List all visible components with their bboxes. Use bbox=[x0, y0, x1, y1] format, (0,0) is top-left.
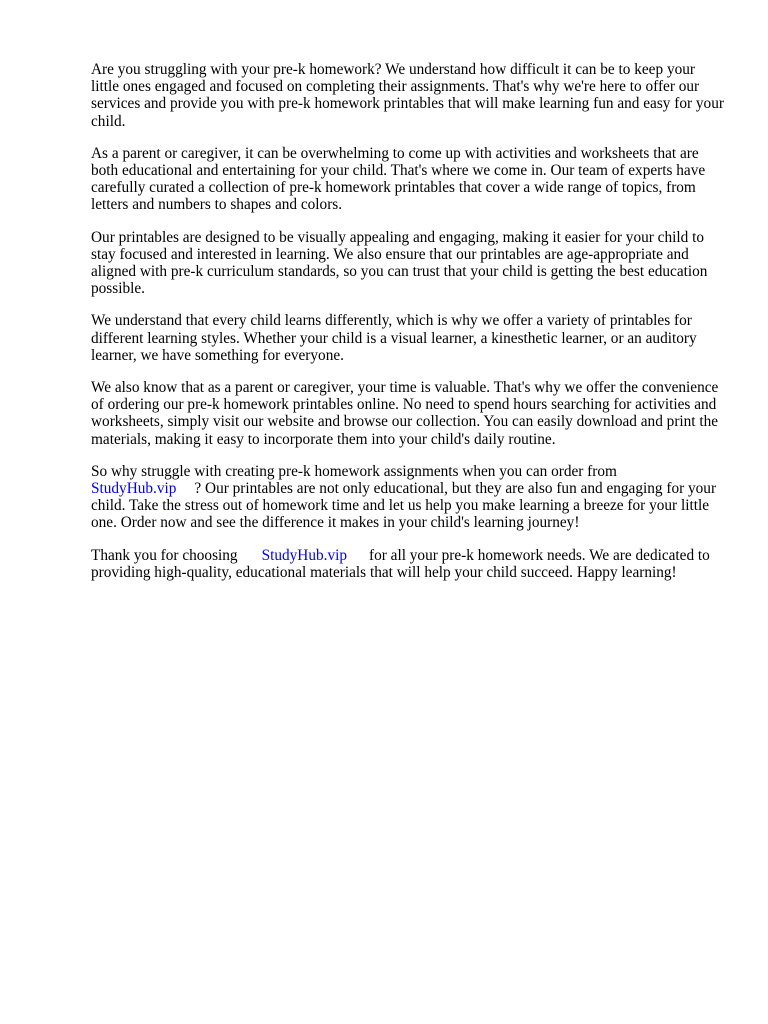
document-body bbox=[91, 61, 725, 596]
paragraph-7-trailing-text: for all your pre-k homework needs. We are dedicated to providing high-quality, educational materials that will help your child succeed. Happy learning! bbox=[91, 546, 710, 581]
paragraph-1: Are you struggling with your pre-k homework? We understand how difficult it can be to keep your little ones engaged and focused on completing their assignments. That's why we're here to offer our services and provide you with pre-k homework printables that will make learning fun and easy for your child. bbox=[91, 61, 724, 130]
paragraph-6-lead-text: So why struggle with creating pre-k homework assignments when you can order from bbox=[91, 462, 617, 480]
paragraph-3: Our printables are designed to be visually appealing and engaging, making it easier for your child to stay focused and interested in learning. We also ensure that our printables are age-appropriate and aligned with pre-k curriculum standards, so you can trust that your child is getting the best education possible. bbox=[91, 228, 708, 298]
studyhub-link-2[interactable]: StudyHub.vip bbox=[261, 546, 347, 564]
paragraph-5: We also know that as a parent or caregiver, your time is valuable. That's why we offer the convenience of ordering our pre-k homework printables online. No need to spend hours searching for activities and worksheets, simply visit our website and browse our collection. You can easily download and print the materials, making it easy to incorporate them into your child's daily routine. bbox=[91, 379, 719, 448]
paragraph-7 bbox=[91, 547, 725, 581]
paragraph-7-lead-text: Thank you for choosing bbox=[91, 546, 238, 564]
studyhub-link[interactable]: StudyHub.vip bbox=[91, 480, 177, 498]
paragraph-4: We understand that every child learns differently, which is why we offer a variety of printables for different learning styles. Whether your child is a visual learner, a kinesthetic learner, or an auditory learner, we have something for everyone. bbox=[91, 312, 697, 364]
paragraph-2: As a parent or caregiver, it can be overwhelming to come up with activities and worksheets that are both educational and entertaining for your child. That's where we come in. Our team of experts have carefully curated a collection of pre-k homework printables that cover a wide range of topics, from letters and numbers to shapes and colors. bbox=[91, 144, 706, 214]
paragraph-6-trailing-text: ? Our printables are not only educational, but they are also fun and engaging for your child. Take the stress out of homework time and let us help you make learning a breeze for your little one. Order now and see the difference it makes in your child's learning journey! bbox=[91, 480, 717, 532]
paragraph-6 bbox=[91, 463, 725, 532]
